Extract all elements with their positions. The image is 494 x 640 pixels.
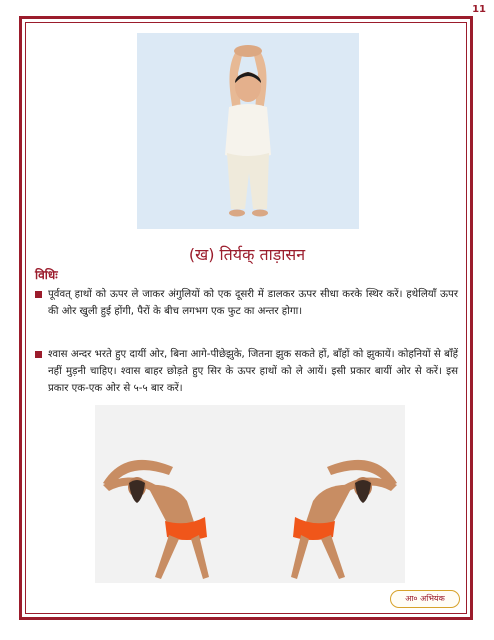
side-bend-left-photo bbox=[250, 405, 405, 583]
page-number: 11 bbox=[472, 4, 486, 15]
side-bend-right-figure bbox=[95, 405, 250, 583]
instruction-text: श्वास अन्दर भरते हुए दायीं ओर, बिना आगे-पीछेझुके, जितना झुक सकते हों, बाँहों को झुकायें। कोहनियों से बाँहें नहीं मुड़नी चाहिए। श्वास बाहर छोड़ते हुए सिर के ऊपर हाथों को ले आयें। इसी प्रकार बायीं ओर से करें। इस प्रकार एक-एक ओर से ५-५ बार करें। bbox=[48, 349, 458, 394]
bullet-square-icon bbox=[35, 291, 42, 298]
footer-badge: आ० अभियंक bbox=[390, 590, 460, 608]
tadasana-figure bbox=[137, 33, 359, 229]
instruction-item bbox=[35, 286, 458, 320]
section-title: (ख) तिर्यक् ताड़ासन bbox=[188, 245, 306, 264]
instruction-item bbox=[35, 346, 458, 397]
side-bend-right-photo bbox=[95, 405, 250, 583]
tadasana-photo bbox=[137, 33, 359, 229]
method-heading: विधिः bbox=[35, 268, 58, 282]
bullet-square-icon bbox=[35, 351, 42, 358]
instruction-text: पूर्ववत् हाथों को ऊपर ले जाकर अंगुलियों को एक दूसरी में डालकर ऊपर सीधा करके स्थिर करें। हथेलियाँ ऊपर की ओर खुली हुई होंगी, पैरों के बीच लगभग एक फुट का अन्तर होगा। bbox=[48, 289, 458, 317]
side-bend-left-figure bbox=[250, 405, 405, 583]
